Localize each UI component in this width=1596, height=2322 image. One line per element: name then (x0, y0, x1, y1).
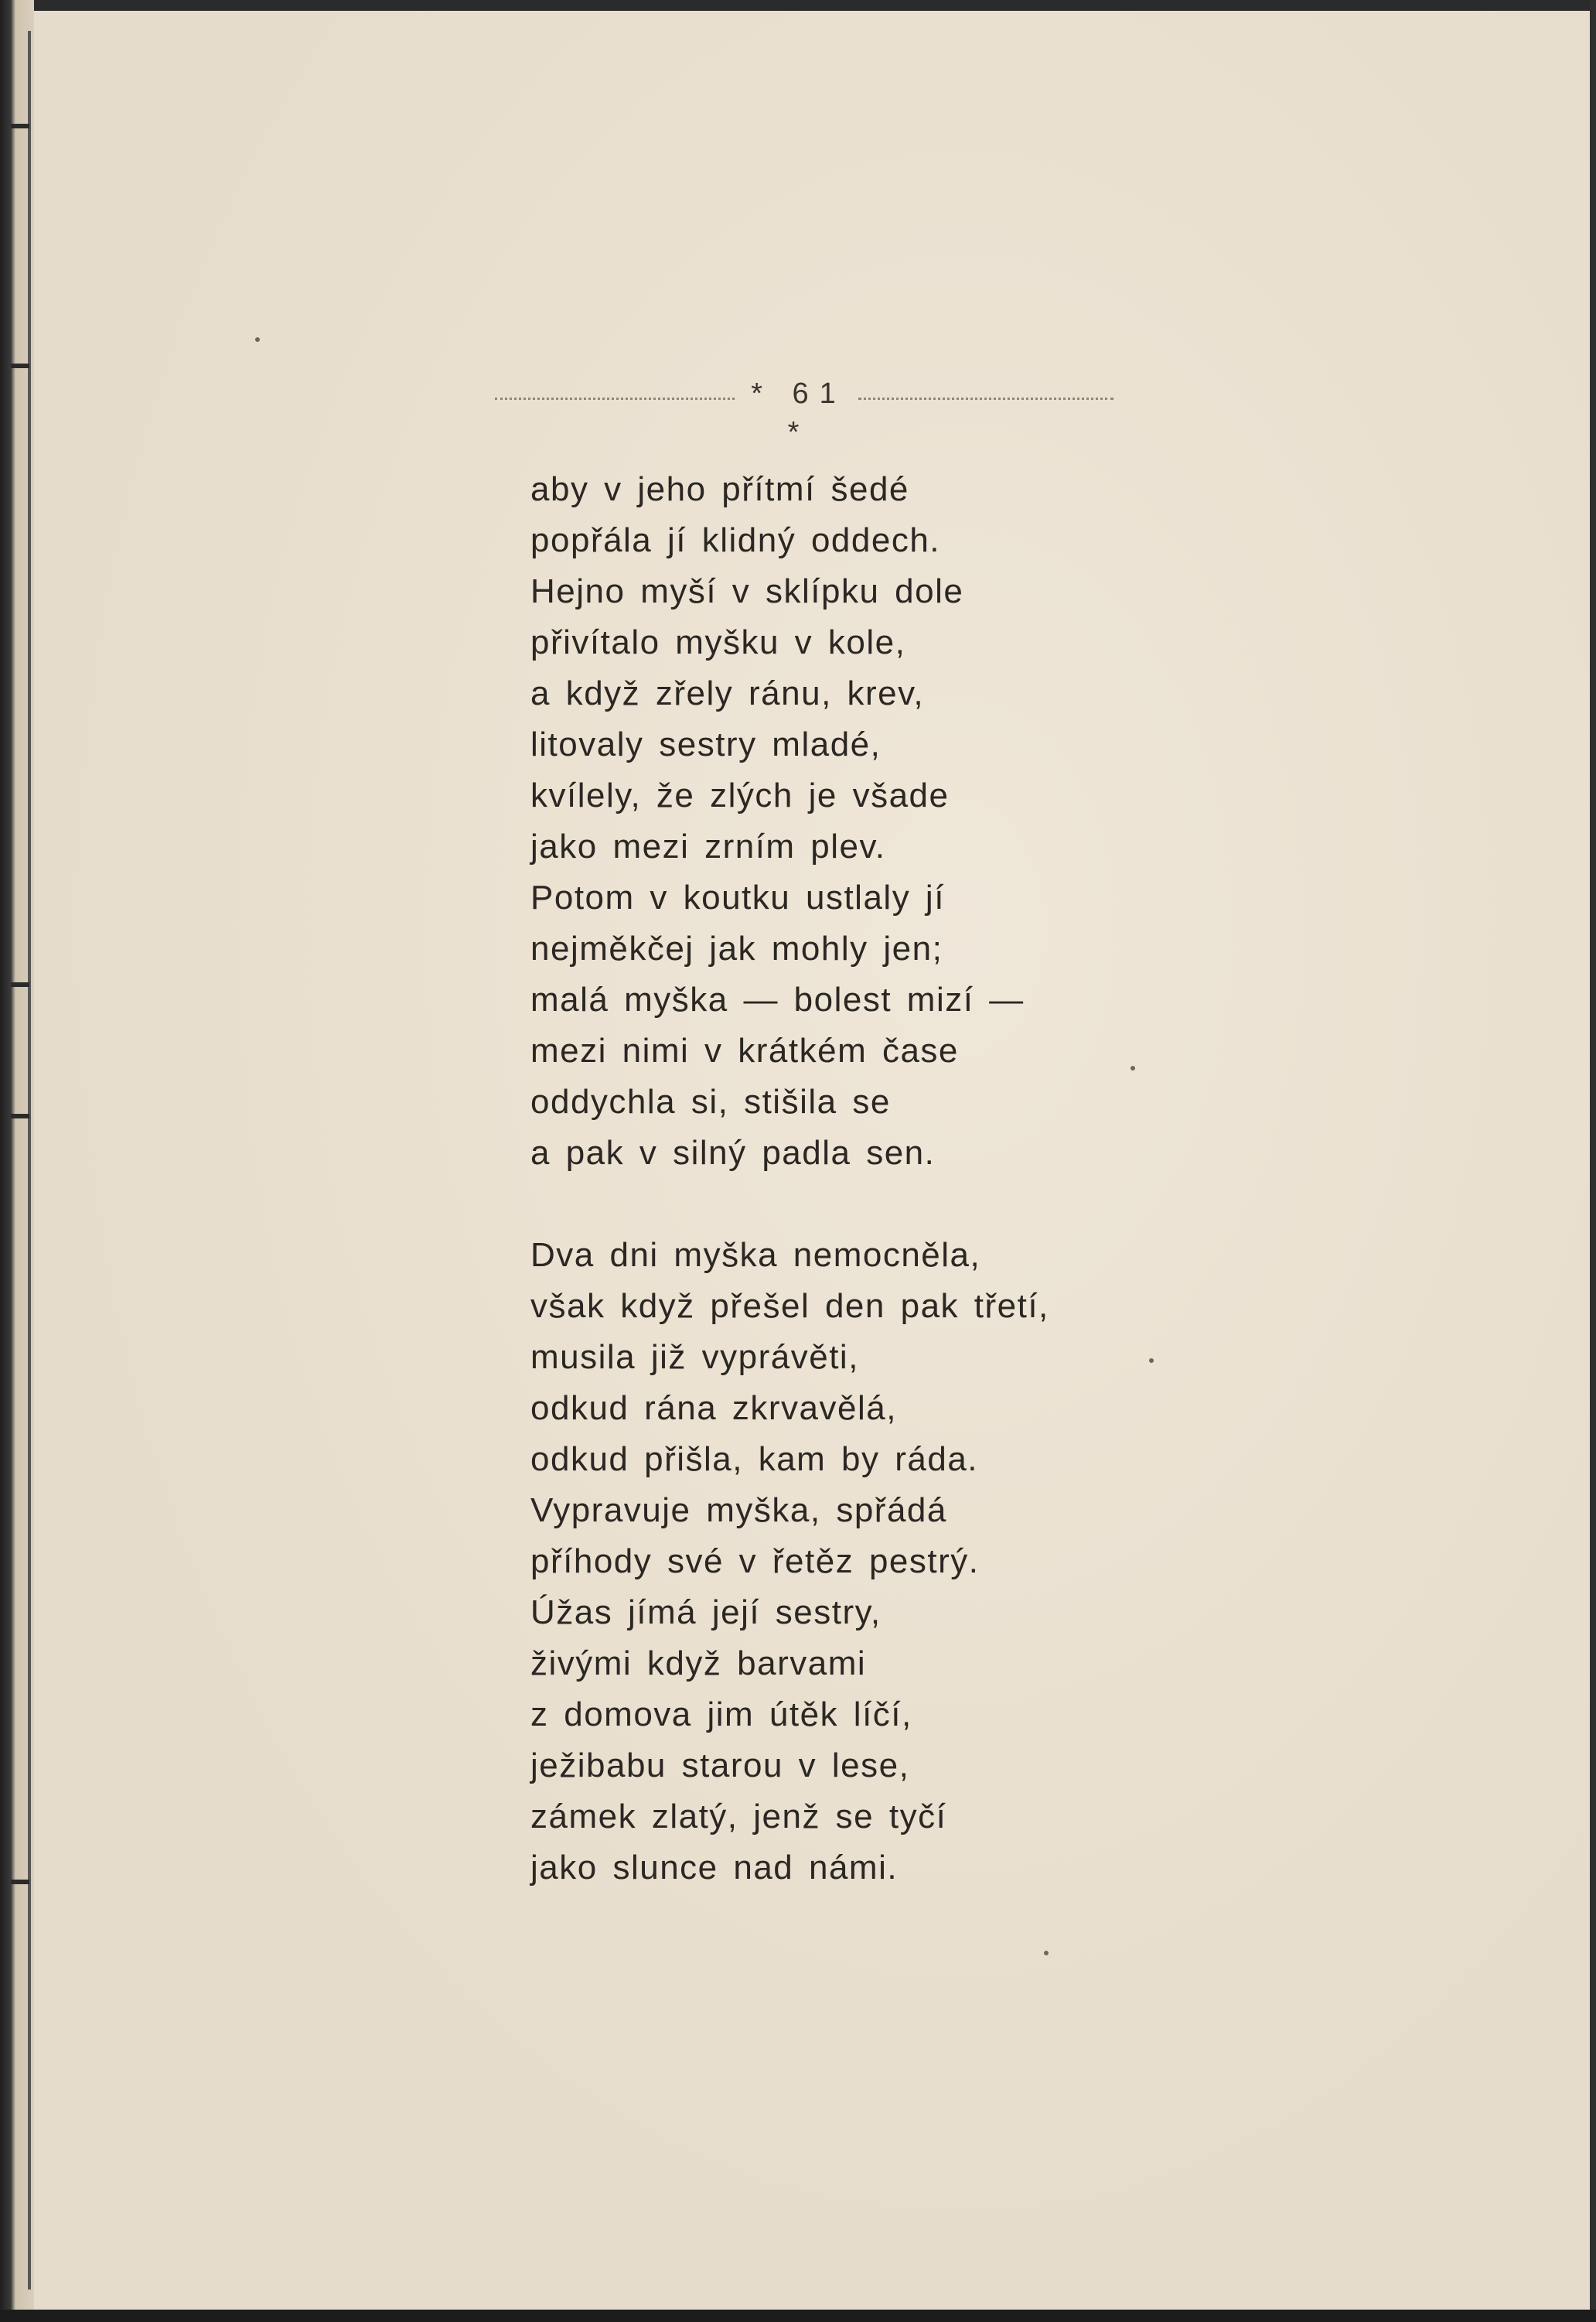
scan-border-right (1590, 0, 1596, 2322)
poem-line: příhody své v řetěz pestrý. (530, 1542, 980, 1580)
poem-line: živými když barvami (530, 1644, 867, 1682)
poem-line: malá myška — bolest mizí — (530, 981, 1025, 1019)
poem-line: jako mezi zrním plev. (530, 828, 886, 866)
paper-speck (1149, 1358, 1154, 1363)
paper-speck (1044, 1951, 1049, 1955)
paper-speck (1130, 1066, 1135, 1071)
poem-line: Úžas jímá její sestry, (530, 1593, 882, 1631)
page-header (495, 374, 1113, 449)
poem-stanza-2 (530, 1230, 1049, 1893)
poem-line: oddychla si, stišila se (530, 1083, 891, 1121)
poem-line: musila již vyprávěti, (530, 1338, 859, 1376)
poem-line: mezi nimi v krátkém čase (530, 1032, 959, 1070)
binding-line (28, 31, 31, 2290)
poem-line: však když přešel den pak třetí, (530, 1287, 1049, 1325)
poem-line: jako slunce nad námi. (530, 1849, 899, 1887)
scan-border-top (0, 0, 1596, 11)
page-number: * 61 * (751, 377, 847, 449)
poem-line: Potom v koutku ustlaly jí (530, 879, 945, 917)
binding-mark (11, 1880, 29, 1884)
binding-mark (11, 982, 29, 987)
binding-mark (11, 124, 29, 128)
header-rule-right (858, 398, 1113, 400)
poem-line: popřála jí klidný oddech. (530, 521, 941, 559)
poem-line: z domova jim útěk líčí, (530, 1695, 912, 1733)
poem-line: ježibabu starou v lese, (530, 1747, 910, 1784)
poem-line: odkud přišla, kam by ráda. (530, 1440, 979, 1478)
poem-line: Vypravuje myška, spřádá (530, 1491, 947, 1529)
poem-line: litovaly sestry mladé, (530, 726, 882, 763)
poem-stanza-1 (530, 464, 1025, 1179)
poem-line: a pak v silný padla sen. (530, 1134, 936, 1172)
poem-line: Hejno myší v sklípku dole (530, 572, 964, 610)
binding-mark (11, 364, 29, 368)
binding-mark (11, 1114, 29, 1118)
scan-border-bottom (0, 2310, 1596, 2322)
poem-line: kvílely, že zlých je všade (530, 777, 950, 814)
poem-line: nejměkčej jak mohly jen; (530, 930, 943, 968)
poem-line: a když zřely ránu, krev, (530, 674, 925, 712)
poem-line: Dva dni myška nemocněla, (530, 1236, 981, 1274)
poem-line: zámek zlatý, jenž se tyčí (530, 1798, 947, 1835)
poem-line: odkud rána zkrvavělá, (530, 1389, 897, 1427)
poem-line: aby v jeho přítmí šedé (530, 470, 909, 508)
header-rule-left (495, 398, 735, 400)
paper-speck (255, 337, 260, 342)
poem-line: přivítalo myšku v kole, (530, 623, 906, 661)
